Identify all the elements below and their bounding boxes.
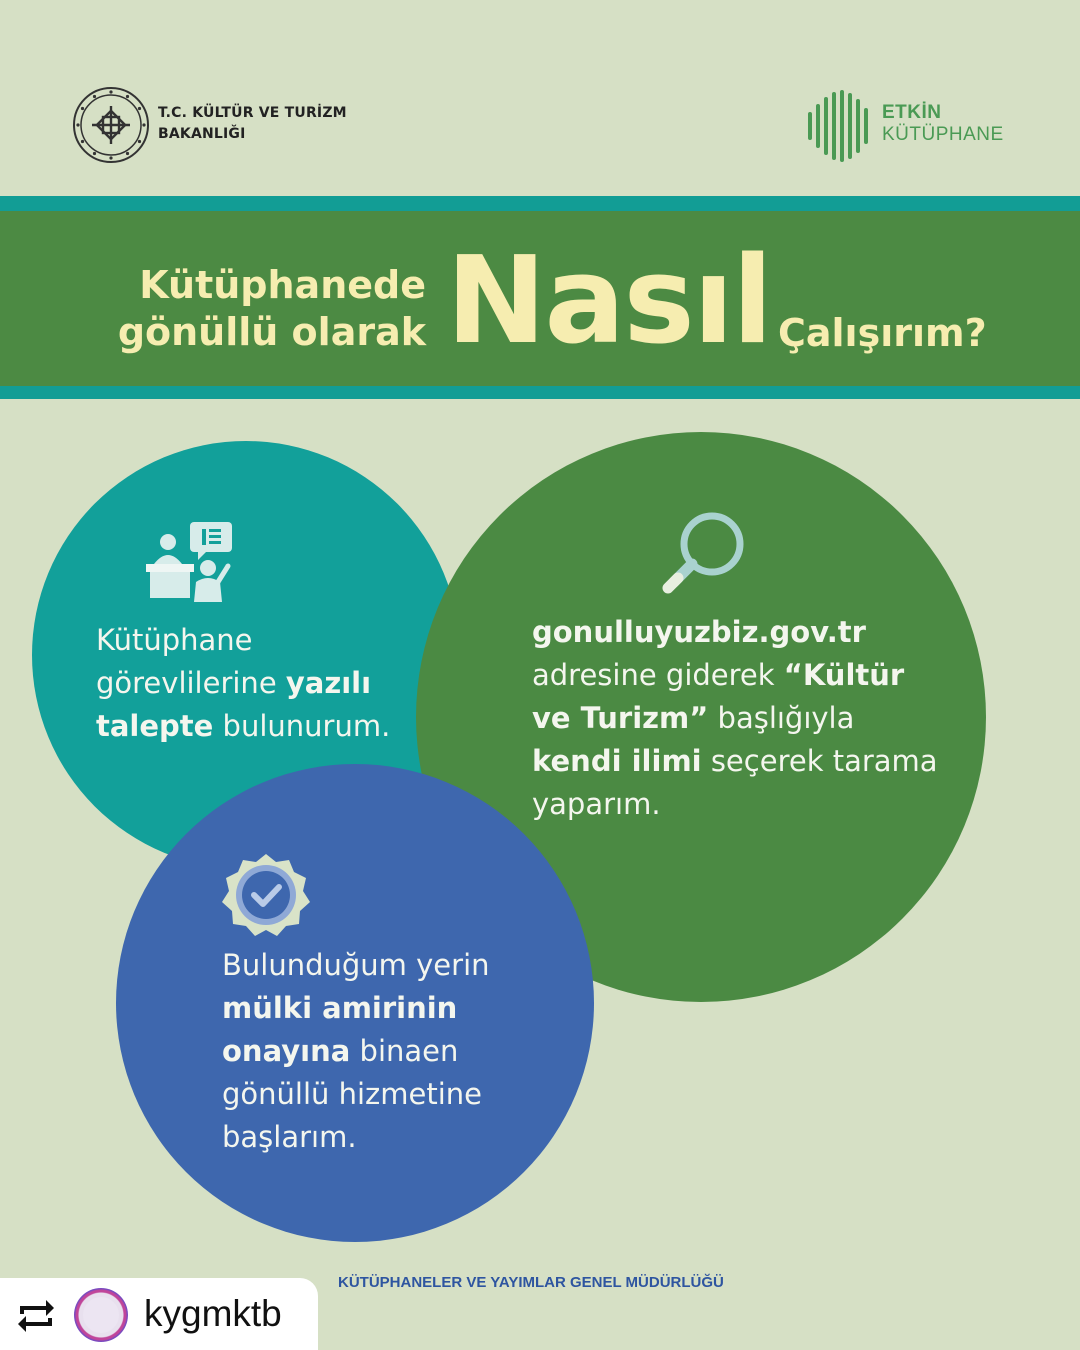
step-text-line [532,697,938,740]
avatar-logo [83,1297,119,1333]
magnifier-icon [656,508,752,596]
step-text-approval [222,944,490,1159]
step-text-bold-run: onayına [222,1034,351,1068]
step-text-run: binaen [350,1034,459,1068]
step-text-run: adresine giderek [532,658,784,692]
step-text-bold-run: yazılı [285,666,372,700]
library-desk-icon [144,520,236,604]
step-text-run: Bulunduğum yerin [222,948,490,982]
step-text-line [222,944,490,987]
step-text-run: başlarım. [222,1120,357,1154]
step-text-line [96,662,390,705]
step-text-bold-run: talepte [96,709,214,743]
step-text-run: seçerek tarama [701,744,938,778]
step-text-line [532,740,938,783]
step-text-line [532,783,938,826]
step-text-line [96,705,390,748]
check-badge-icon [220,850,312,942]
step-text-line [222,1030,490,1073]
step-text-line [222,1116,490,1159]
step-text-bold-run: mülki amirinin [222,991,458,1025]
ministry-name-line2: BAKANLIĞI [158,126,246,142]
step-text-bold-run: ve Turizm” [532,701,709,735]
brand-word-kutuphane: KÜTÜPHANE [882,124,1004,145]
ministry-seal-logo [72,86,150,164]
step-text-line [532,611,938,654]
step-text-run: gönüllü hizmetine [222,1077,483,1111]
step-text-search [532,611,938,826]
step-text-run: yaparım. [532,787,661,821]
step-text-run: Kütüphane [96,623,253,657]
etkin-kutuphane-logo-mark [806,88,872,164]
repost-username[interactable]: kygmktb [144,1293,282,1334]
repost-icon[interactable] [14,1296,58,1336]
step-text-bold-run: kendi ilimi [532,744,702,778]
step-text-run: bulunurum. [213,709,391,743]
step-text-line [222,987,490,1030]
step-text-bold-run: “Kültür [783,658,905,692]
etkin-kutuphane-wordmark [882,102,1004,146]
step-text-run: başlığıyla [708,701,855,735]
ministry-name-line1: T.C. KÜLTÜR VE TURİZM [158,105,347,121]
step-text-run: görevlilerine [96,666,286,700]
ministry-name [158,103,347,145]
title-left-block [100,262,426,356]
step-text-line [532,654,938,697]
title-line2: gönüllü olarak [117,310,426,354]
department-name: KÜTÜPHANELER VE YAYIMLAR GENEL MÜDÜRLÜĞÜ [338,1274,724,1291]
brand-word-etkin: ETKİN [882,102,942,123]
step-text-request [96,619,390,748]
step-text-bold-run: gonulluyuzbiz.gov.tr [532,615,866,649]
title-end-word: Çalışırım? [778,311,987,355]
title-big-word: Nasıl [446,232,772,371]
step-text-line [96,619,390,662]
title-line1: Kütüphanede [139,263,426,307]
step-text-line [222,1073,490,1116]
